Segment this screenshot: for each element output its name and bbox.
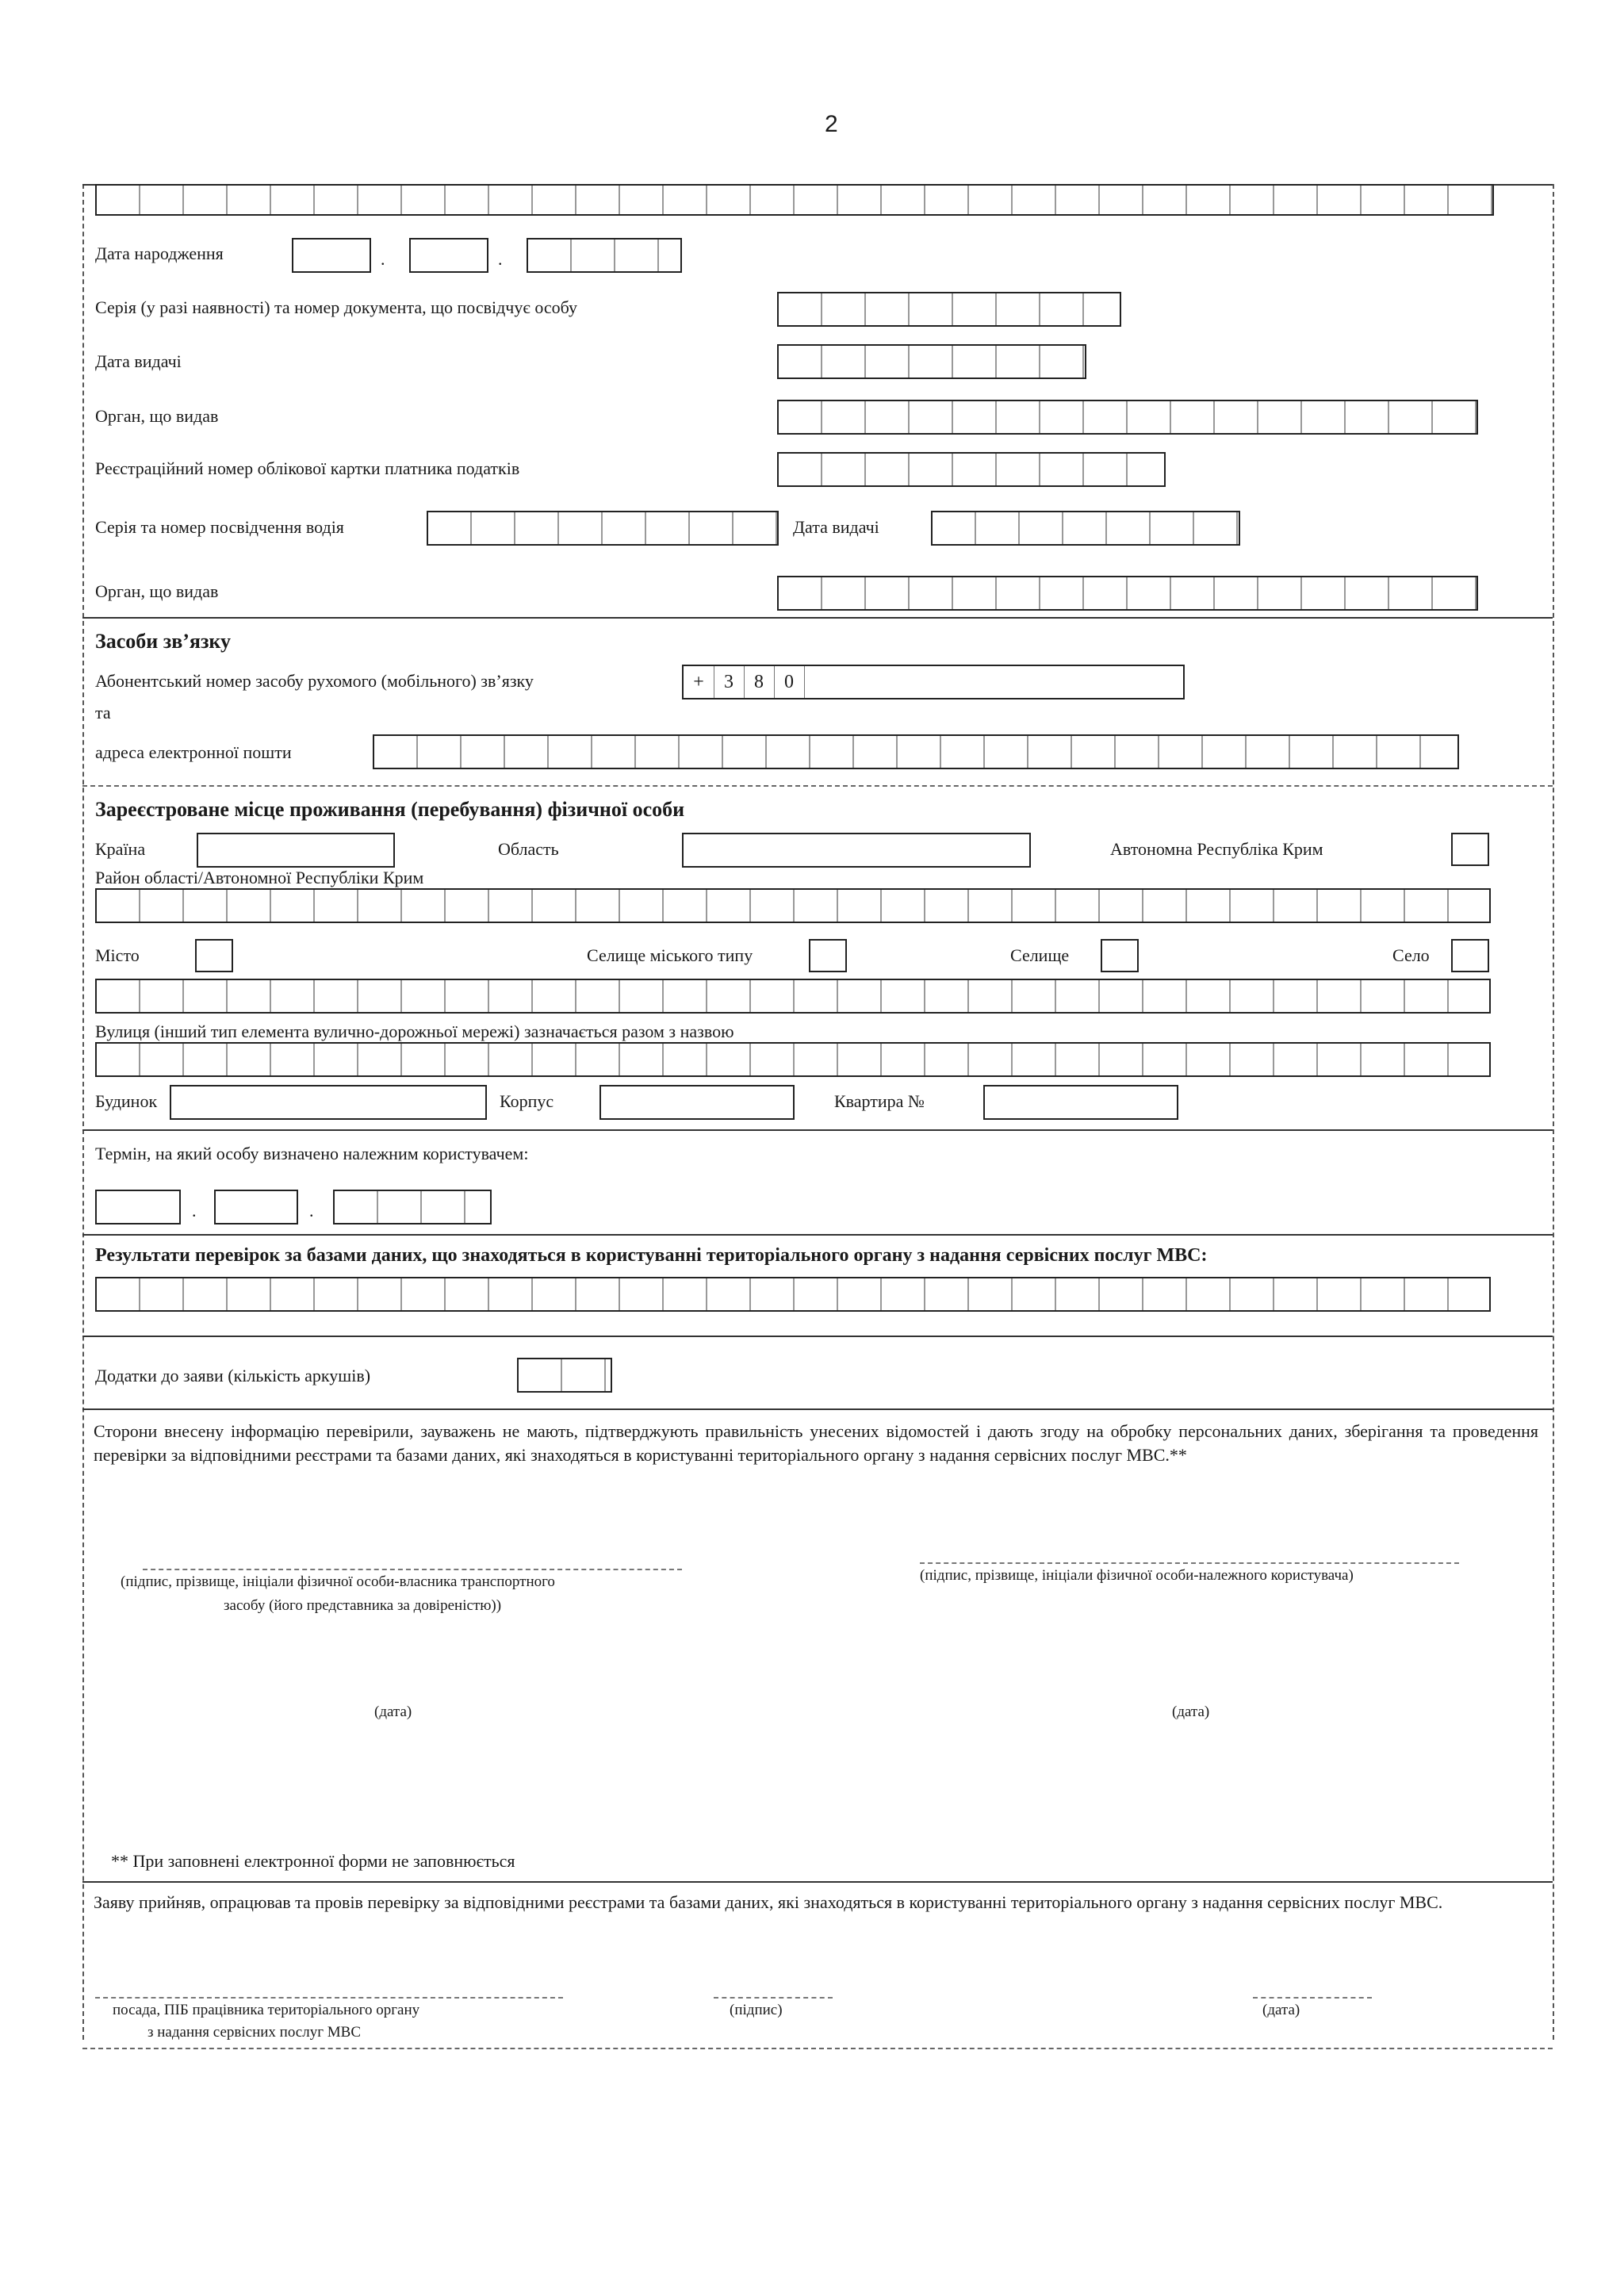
owner-signature-caption: засобу (його представника за довіреністю)) (224, 1597, 502, 1614)
section-divider (82, 785, 1553, 787)
term-separator: . (309, 1201, 314, 1221)
license-date-field[interactable] (931, 511, 1240, 546)
country-label: Країна (95, 839, 146, 859)
officer-position-caption: з надання сервісних послуг МВС (147, 2024, 361, 2041)
checks-result-field[interactable] (95, 1277, 1491, 1312)
birth-date-separator: . (498, 249, 503, 269)
locality-name-field[interactable] (95, 979, 1491, 1014)
email-field[interactable] (373, 734, 1459, 769)
section-divider (82, 1234, 1553, 1236)
contacts-header: Засоби зв’язку (95, 630, 232, 653)
apartment-label: Квартира № (834, 1091, 925, 1111)
issue-date-field[interactable] (777, 344, 1086, 379)
crimea-label: Автономна Республіка Крим (1110, 839, 1323, 859)
block-field[interactable] (599, 1085, 795, 1120)
building-field[interactable] (170, 1085, 487, 1120)
district-field[interactable] (95, 888, 1491, 923)
owner-signature-line (143, 1569, 682, 1570)
tax-id-label: Реєстраційний номер облікової картки платника податків (95, 458, 520, 478)
name-field[interactable] (95, 184, 1494, 216)
license-number-field[interactable] (427, 511, 779, 546)
block-label: Корпус (500, 1091, 554, 1111)
owner-date-caption: (дата) (374, 1704, 412, 1720)
section-divider (82, 617, 1553, 619)
birth-date-separator: . (381, 249, 385, 269)
officer-position-line (95, 1997, 563, 1999)
officer-signature-caption: (підпис) (730, 2002, 783, 2018)
user-date-caption: (дата) (1172, 1704, 1210, 1720)
owner-signature-caption: (підпис, прізвище, ініціали фізичної особи-власника транспортного (121, 1573, 555, 1590)
region-label: Область (498, 839, 559, 859)
license-issuer-field[interactable] (777, 576, 1478, 611)
district-label: Район області/Автономної Республіки Крим (95, 868, 424, 887)
term-label: Термін, на який особу визначено належним користувачем: (95, 1144, 529, 1163)
issue-date-label: Дата видачі (95, 351, 182, 371)
license-label: Серія та номер посвідчення водія (95, 517, 344, 537)
license-date-label: Дата видачі (793, 517, 879, 537)
building-label: Будинок (95, 1091, 158, 1111)
country-field[interactable] (197, 833, 395, 868)
street-label: Вулиця (інший тип елемента вулично-дорожньої мережі) зазначається разом з назвою (95, 1021, 734, 1041)
term-month-field[interactable] (214, 1190, 298, 1224)
section-divider (82, 1408, 1553, 1410)
user-signature-line (920, 1562, 1459, 1564)
urban-settlement-label: Селище міського типу (587, 945, 753, 965)
officer-signature-line (714, 1997, 833, 1999)
section-divider (82, 1129, 1553, 1131)
phone-label: Абонентський номер засобу рухомого (мобільного) зв’язку (95, 671, 534, 691)
doc-series-label: Серія (у разі наявності) та номер документа, що посвідчує особу (95, 297, 577, 317)
tax-id-field[interactable] (777, 452, 1166, 487)
village-checkbox[interactable] (1451, 939, 1489, 972)
street-field[interactable] (95, 1042, 1491, 1077)
apartment-field[interactable] (983, 1085, 1178, 1120)
frame-bottom-rule (82, 2048, 1553, 2049)
officer-position-caption: посада, ПІБ працівника територіального органу (113, 2002, 420, 2018)
footnote: ** При заповнені електронної форми не заповнюється (111, 1851, 515, 1871)
license-issuer-label: Орган, що видав (95, 581, 219, 601)
phone-prefix-digit: + (684, 666, 714, 698)
term-separator: . (192, 1201, 197, 1221)
term-year-field[interactable] (333, 1190, 492, 1224)
officer-date-caption: (дата) (1262, 2002, 1300, 2018)
settlement-label: Селище (1010, 945, 1070, 965)
urban-settlement-checkbox[interactable] (809, 939, 847, 972)
birth-date-label: Дата народження (95, 243, 224, 263)
birth-month-field[interactable] (409, 238, 488, 273)
consent-text: Сторони внесену інформацію перевірили, зауважень не мають, підтверджують правильність унесених відомостей і дають згоду на обробку персональних даних, зберігання та проведення перевірки за відповідними реєстрами та базами даних, які знаходяться в користуванні територіального органу з надання сервісних послуг МВС.** (94, 1421, 1538, 1465)
acceptance-text: Заяву прийняв, опрацював та провів перевірку за відповідними реєстрами та базами даних, які знаходяться в користуванні територіального органу з надання сервісних послуг МВС. (94, 1892, 1443, 1912)
birth-year-field[interactable] (527, 238, 682, 273)
user-signature-caption: (підпис, прізвище, ініціали фізичної особи-належного користувача) (920, 1567, 1354, 1584)
section-divider (82, 1336, 1553, 1337)
city-checkbox[interactable] (195, 939, 233, 972)
officer-date-line (1253, 1997, 1372, 1999)
section-divider (82, 1881, 1553, 1883)
phone-prefix-digit: 8 (744, 666, 775, 698)
city-label: Місто (95, 945, 140, 965)
phone-prefix-digit: 3 (714, 666, 745, 698)
email-label: адреса електронної пошти (95, 742, 292, 762)
term-day-field[interactable] (95, 1190, 181, 1224)
attachments-label: Додатки до заяви (кількість аркушів) (95, 1366, 371, 1385)
phone-and-label: та (95, 703, 111, 722)
region-field[interactable] (682, 833, 1031, 868)
checks-label: Результати перевірок за базами даних, що знаходяться в користуванні територіального органу з надання сервісних послуг МВС: (95, 1245, 1208, 1266)
residence-header: Зареєстроване місце проживання (перебування) фізичної особи (95, 798, 685, 821)
birth-day-field[interactable] (292, 238, 371, 273)
doc-series-field[interactable] (777, 292, 1121, 327)
phone-field[interactable] (682, 665, 1185, 699)
village-label: Село (1392, 945, 1430, 965)
settlement-checkbox[interactable] (1101, 939, 1139, 972)
issuer-field[interactable] (777, 400, 1478, 435)
page-number: 2 (825, 111, 838, 137)
phone-prefix-digit: 0 (774, 666, 805, 698)
crimea-checkbox[interactable] (1451, 833, 1489, 866)
issuer-label: Орган, що видав (95, 406, 219, 426)
attachments-field[interactable] (517, 1358, 612, 1393)
